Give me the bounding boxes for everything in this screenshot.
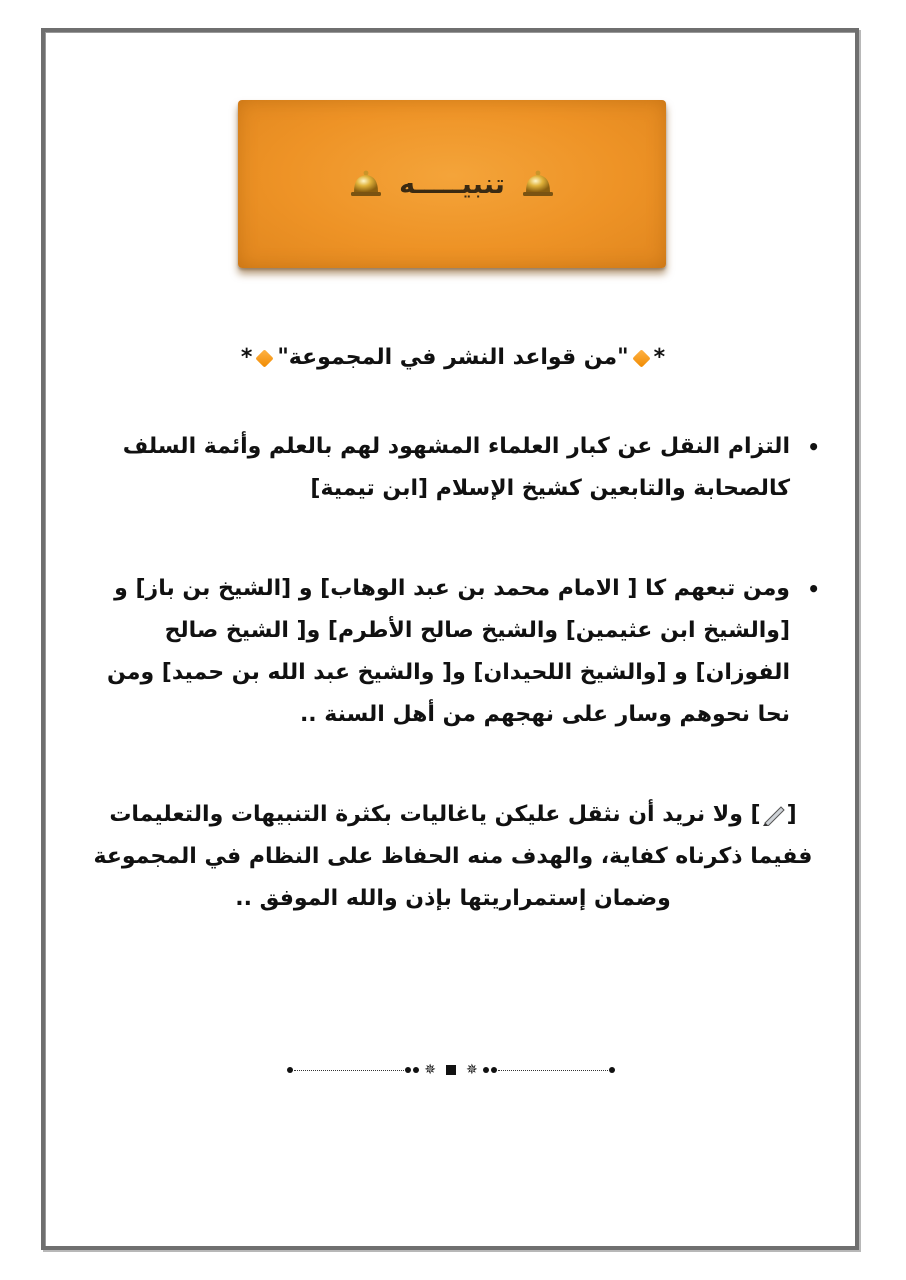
ornament-divider bbox=[286, 1060, 616, 1080]
dot-icon bbox=[483, 1067, 489, 1073]
section-subtitle bbox=[80, 336, 826, 380]
dotted-line bbox=[294, 1070, 404, 1071]
list-item bbox=[80, 568, 826, 736]
asterisk-mark: * bbox=[240, 345, 253, 370]
rules-list bbox=[80, 426, 826, 736]
document-body bbox=[80, 330, 826, 920]
dot-icon bbox=[287, 1067, 293, 1073]
bracket: ] bbox=[750, 802, 761, 827]
dot-icon bbox=[491, 1067, 497, 1073]
rule-text: ومن تبعهم كا [ الامام محمد بن عبد الوهاب] و [الشيخ بن باز] و [والشيخ ابن عثيمين] والشيخ صالح الأطرم] و[ الشيخ صالح الفوزان] و [والشيخ اللحيدان] و[ والشيخ عبد الله بن حميد] ومن نحا نحوهم وسار على نهجهم من أهل السنة .. bbox=[107, 576, 790, 727]
list-item bbox=[80, 426, 826, 510]
star-icon: ✵ bbox=[424, 1062, 436, 1078]
diamond-icon bbox=[632, 349, 650, 367]
notice-banner bbox=[238, 100, 666, 268]
closing-paragraph bbox=[80, 794, 826, 920]
bell-icon bbox=[521, 167, 555, 201]
dot-icon bbox=[609, 1067, 615, 1073]
closing-text: ولا نريد أن نثقل عليكن ياغاليات بكثرة التنبيهات والتعليمات ففيما ذكرناه كفاية، والهدف منه الحفاظ على النظام في المجموعة وضمان إستمراريتها بإذن والله الموفق .. bbox=[93, 802, 813, 911]
bullet-icon: • bbox=[807, 435, 820, 459]
bracket: [ bbox=[786, 802, 797, 827]
diamond-icon bbox=[256, 349, 274, 367]
pencil-icon bbox=[761, 804, 787, 826]
banner-title: تنبيـــــه bbox=[399, 168, 505, 200]
dot-icon bbox=[405, 1067, 411, 1073]
star-icon: ✵ bbox=[466, 1062, 478, 1078]
square-icon bbox=[446, 1065, 456, 1075]
dotted-line bbox=[498, 1070, 608, 1071]
bullet-icon: • bbox=[807, 577, 820, 601]
dot-icon bbox=[413, 1067, 419, 1073]
bell-icon bbox=[349, 167, 383, 201]
rule-text: التزام النقل عن كبار العلماء المشهود لهم بالعلم وأئمة السلف كالصحابة والتابعين كشيخ الإسلام [ابن تيمية] bbox=[122, 434, 790, 501]
subtitle-text: "من قواعد النشر في المجموعة" bbox=[277, 345, 629, 370]
asterisk-mark: * bbox=[653, 345, 666, 370]
